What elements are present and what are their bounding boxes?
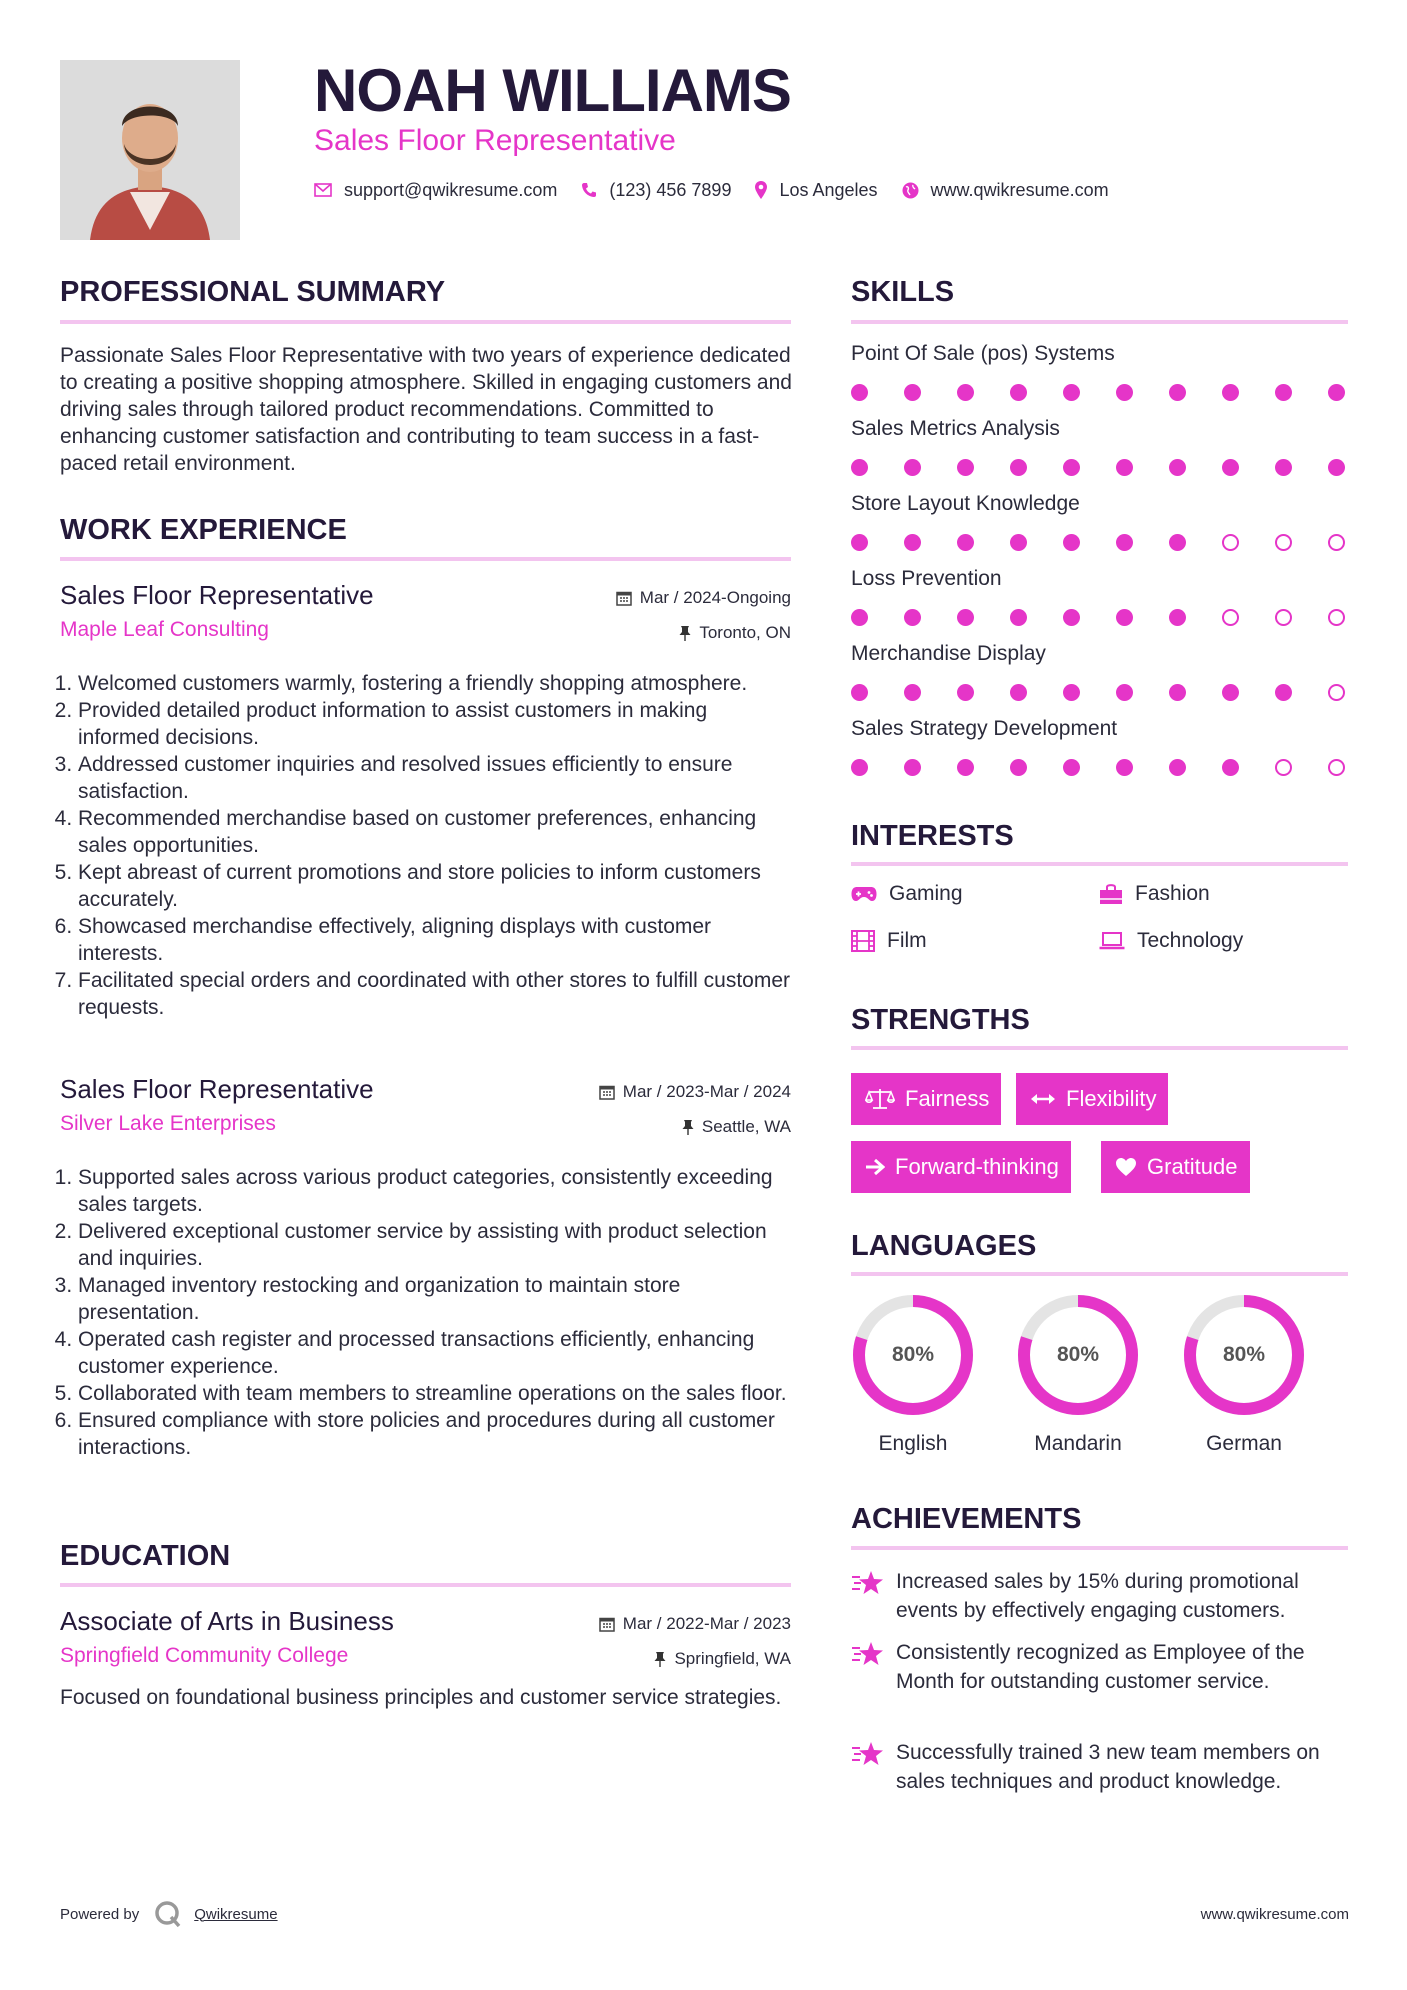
interest-label: Gaming: [889, 882, 963, 905]
skill-item: [851, 567, 1348, 629]
contact-phone-text: (123) 456 7899: [609, 179, 732, 200]
interest-technology: [1099, 929, 1243, 953]
language-item: [1182, 1293, 1306, 1456]
rating-dot-filled: [1063, 759, 1080, 776]
contact-email[interactable]: [314, 180, 557, 201]
rating-dot-filled: [904, 759, 921, 776]
strength-label: Gratitude: [1147, 1154, 1238, 1179]
interests-heading: INTERESTS: [851, 820, 1014, 852]
rating-dot-filled: [1010, 534, 1027, 551]
skill-name: Loss Prevention: [851, 567, 1002, 590]
interest-fashion: [1099, 882, 1210, 906]
skill-rating: [851, 682, 1348, 704]
strength-flexibility: [1016, 1073, 1168, 1125]
language-name: English: [878, 1432, 948, 1455]
powered-by-text: Powered by: [60, 1905, 140, 1923]
balance-scale-icon: [865, 1087, 895, 1111]
rating-dot-filled: [1222, 459, 1239, 476]
degree-title: Associate of Arts in Business: [60, 1606, 394, 1636]
job-date: [599, 1082, 791, 1102]
interest-label: Film: [887, 929, 927, 952]
interest-gaming: [851, 882, 963, 906]
star-icon: [851, 1740, 885, 1768]
map-pin-icon: [755, 181, 767, 199]
pushpin-icon: [679, 625, 691, 641]
skill-rating: [851, 382, 1348, 404]
rating-dot-filled: [851, 534, 868, 551]
star-icon: [851, 1569, 885, 1597]
strength-gratitude: [1101, 1141, 1250, 1193]
skill-name: Store Layout Knowledge: [851, 492, 1080, 515]
list-item: 2. Delivered exceptional customer service by assisting with product selection and inquiries.: [78, 1218, 791, 1272]
rating-dot-filled: [1010, 684, 1027, 701]
rating-dot-filled: [851, 609, 868, 626]
rating-dot-empty: [1328, 534, 1345, 551]
list-item: 6. Ensured compliance with store policies and procedures during all customer interactions.: [78, 1407, 791, 1461]
experience-heading: WORK EXPERIENCE: [60, 514, 347, 546]
summary-divider: [60, 320, 791, 324]
rating-dot-filled: [1063, 534, 1080, 551]
achievements-heading: ACHIEVEMENTS: [851, 1503, 1082, 1535]
education-date-text: Mar / 2022-Mar / 2023: [622, 1614, 791, 1633]
rating-dot-filled: [1275, 384, 1292, 401]
skills-heading: SKILLS: [851, 276, 955, 308]
list-item: 5. Collaborated with team members to streamline operations on the sales floor.: [78, 1380, 791, 1407]
calendar-icon: [616, 590, 632, 606]
education-date: [599, 1614, 791, 1634]
strength-label: Fairness: [905, 1086, 990, 1111]
list-item: 4. Recommended merchandise based on customer preferences, enhancing sales opportunities.: [78, 805, 791, 859]
rating-dot-filled: [1116, 384, 1133, 401]
list-item: 5. Kept abreast of current promotions and store policies to inform customers accurately.: [78, 859, 791, 913]
list-item: 3. Addressed customer inquiries and resolved issues efficiently to ensure satisfaction.: [78, 751, 791, 805]
strengths-heading: STRENGTHS: [851, 1004, 1030, 1036]
rating-dot-filled: [1116, 759, 1133, 776]
job-location: [679, 623, 791, 643]
education-entry: [60, 1606, 791, 1766]
rating-dot-filled: [1063, 459, 1080, 476]
education-divider: [60, 1583, 791, 1587]
laptop-icon: [1099, 932, 1125, 950]
skill-name: Sales Metrics Analysis: [851, 417, 1060, 440]
interest-label: Technology: [1137, 929, 1244, 952]
rating-dot-filled: [957, 459, 974, 476]
job-company: Silver Lake Enterprises: [60, 1112, 276, 1135]
achievement-text: Increased sales by 15% during promotional events by effectively engaging customers.: [896, 1570, 1299, 1622]
shopping-bag-icon: [1099, 883, 1123, 905]
list-item: 3. Managed inventory restocking and organization to maintain store presentation.: [78, 1272, 791, 1326]
strengths-divider: [851, 1046, 1348, 1050]
rating-dot-filled: [957, 684, 974, 701]
rating-dot-filled: [957, 534, 974, 551]
candidate-name: NOAH WILLIAMS: [314, 57, 791, 124]
rating-dot-filled: [1010, 384, 1027, 401]
strength-label: Forward-thinking: [895, 1154, 1059, 1179]
interest-film: [851, 929, 927, 953]
summary-text: Passionate Sales Floor Representative with two years of experience dedicated to creating a positive shopping atmosphere. Skilled in engaging customers and driving sales through tailored product recommendations. Committed to enhancing customer satisfaction and contributing to team success in a fast-paced retail environment.: [60, 344, 792, 475]
skill-name: Point Of Sale (pos) Systems: [851, 342, 1115, 365]
globe-icon: [902, 182, 919, 199]
school-name: Springfield Community College: [60, 1644, 349, 1667]
arrows-horizontal-icon: [1030, 1092, 1056, 1106]
rating-dot-empty: [1328, 684, 1345, 701]
rating-dot-filled: [1328, 384, 1345, 401]
achievement-item: [851, 1567, 1348, 1629]
summary-heading: PROFESSIONAL SUMMARY: [60, 276, 446, 308]
rating-dot-empty: [1275, 609, 1292, 626]
skill-name: Sales Strategy Development: [851, 717, 1118, 740]
language-percent: 80%: [891, 1343, 935, 1366]
calendar-icon: [599, 1616, 615, 1632]
skill-rating: [851, 607, 1348, 629]
rating-dot-filled: [1010, 459, 1027, 476]
rating-dot-filled: [1116, 534, 1133, 551]
skill-item: [851, 642, 1348, 704]
heart-icon: [1115, 1157, 1137, 1177]
achievement-item: [851, 1638, 1348, 1728]
rating-dot-filled: [1222, 384, 1239, 401]
job-responsibilities: [60, 1164, 791, 1461]
language-name: Mandarin: [1034, 1432, 1122, 1455]
rating-dot-filled: [1169, 684, 1186, 701]
job-title: Sales Floor Representative: [60, 580, 374, 610]
rating-dot-filled: [851, 459, 868, 476]
rating-dot-empty: [1328, 759, 1345, 776]
job-location-text: Toronto, ON: [699, 623, 791, 642]
job-company: Maple Leaf Consulting: [60, 618, 269, 641]
language-percent: 80%: [1222, 1343, 1266, 1366]
rating-dot-filled: [957, 384, 974, 401]
star-icon: [851, 1640, 885, 1668]
languages-divider: [851, 1272, 1348, 1276]
skill-name: Merchandise Display: [851, 642, 1046, 665]
list-item: 2. Provided detailed product information to assist customers in making informed decisions.: [78, 697, 791, 751]
rating-dot-filled: [1222, 759, 1239, 776]
rating-dot-filled: [1169, 609, 1186, 626]
rating-dot-filled: [1116, 684, 1133, 701]
skill-item: [851, 417, 1348, 479]
qwikresume-link[interactable]: Qwikresume: [194, 1905, 278, 1923]
skill-item: [851, 342, 1348, 404]
job-entry: [60, 1074, 791, 1494]
strength-forward-thinking: [851, 1141, 1071, 1193]
contact-bar: [314, 178, 1133, 202]
languages-heading: LANGUAGES: [851, 1230, 1037, 1262]
strength-fairness: [851, 1073, 1001, 1125]
contact-phone[interactable]: [581, 180, 731, 201]
interest-label: Fashion: [1135, 882, 1210, 905]
skill-rating: [851, 757, 1348, 779]
contact-email-text: support@qwikresume.com: [344, 179, 558, 200]
list-item: 4. Operated cash register and processed transactions efficiently, enhancing customer experience.: [78, 1326, 791, 1380]
rating-dot-filled: [1275, 459, 1292, 476]
rating-dot-filled: [1116, 459, 1133, 476]
contact-website[interactable]: [902, 180, 1109, 201]
pushpin-icon: [682, 1119, 694, 1135]
achievements-divider: [851, 1546, 1348, 1550]
rating-dot-filled: [1169, 384, 1186, 401]
rating-dot-filled: [1328, 459, 1345, 476]
rating-dot-filled: [1116, 609, 1133, 626]
pushpin-icon: [654, 1651, 666, 1667]
job-responsibilities: [60, 670, 791, 1021]
achievement-item: [851, 1738, 1348, 1828]
gamepad-icon: [851, 886, 877, 902]
skills-divider: [851, 320, 1348, 324]
rating-dot-filled: [1010, 609, 1027, 626]
rating-dot-filled: [1222, 684, 1239, 701]
language-item: [1016, 1293, 1140, 1456]
candidate-role: Sales Floor Representative: [314, 124, 676, 157]
job-entry: [60, 580, 791, 1040]
achievement-text: Consistently recognized as Employee of the Month for outstanding customer service.: [896, 1641, 1305, 1693]
rating-dot-empty: [1275, 759, 1292, 776]
rating-dot-filled: [1169, 459, 1186, 476]
qwikresume-logo-icon: [154, 1900, 182, 1928]
rating-dot-filled: [851, 384, 868, 401]
skill-item: [851, 717, 1348, 779]
contact-website-text: www.qwikresume.com: [930, 179, 1109, 200]
skill-item: [851, 492, 1348, 554]
rating-dot-filled: [904, 534, 921, 551]
list-item: 6. Showcased merchandise effectively, aligning displays with customer interests.: [78, 913, 791, 967]
job-title: Sales Floor Representative: [60, 1074, 374, 1104]
rating-dot-filled: [1169, 759, 1186, 776]
rating-dot-filled: [904, 684, 921, 701]
language-item: [851, 1293, 975, 1456]
list-item: 1. Welcomed customers warmly, fostering a friendly shopping atmosphere.: [78, 670, 791, 697]
achievement-text: Successfully trained 3 new team members on sales techniques and product knowledge.: [896, 1741, 1320, 1793]
rating-dot-filled: [957, 609, 974, 626]
footer-website[interactable]: www.qwikresume.com: [1200, 1906, 1349, 1923]
job-date-text: Mar / 2023-Mar / 2024: [622, 1082, 791, 1101]
experience-divider: [60, 557, 791, 561]
rating-dot-filled: [904, 384, 921, 401]
job-location-text: Seattle, WA: [701, 1117, 791, 1136]
rating-dot-filled: [904, 609, 921, 626]
education-location-text: Springfield, WA: [674, 1649, 791, 1668]
rating-dot-filled: [904, 459, 921, 476]
contact-location: [755, 180, 877, 201]
contact-location-text: Los Angeles: [779, 179, 878, 200]
skill-rating: [851, 457, 1348, 479]
rating-dot-filled: [1010, 759, 1027, 776]
envelope-icon: [314, 183, 332, 197]
rating-dot-empty: [1222, 534, 1239, 551]
language-percent: 80%: [1056, 1343, 1100, 1366]
phone-icon: [581, 182, 597, 198]
strength-label: Flexibility: [1066, 1086, 1157, 1111]
job-location: [682, 1117, 791, 1137]
footer-powered-by: [60, 1900, 278, 1928]
film-icon: [851, 930, 875, 952]
education-location: [654, 1649, 791, 1669]
rating-dot-filled: [1275, 684, 1292, 701]
job-date-text: Mar / 2024-Ongoing: [639, 588, 791, 607]
rating-dot-filled: [1169, 534, 1186, 551]
job-date: [616, 588, 791, 608]
rating-dot-filled: [957, 759, 974, 776]
list-item: 7. Facilitated special orders and coordinated with other stores to fulfill customer requests.: [78, 967, 791, 1021]
rating-dot-filled: [851, 684, 868, 701]
interests-divider: [851, 862, 1348, 866]
skill-rating: [851, 532, 1348, 554]
rating-dot-empty: [1328, 609, 1345, 626]
education-description: Focused on foundational business principles and customer service strategies.: [60, 1686, 782, 1709]
rating-dot-filled: [1063, 684, 1080, 701]
rating-dot-filled: [1063, 609, 1080, 626]
rating-dot-filled: [1063, 384, 1080, 401]
profile-photo: [60, 60, 240, 240]
rating-dot-filled: [851, 759, 868, 776]
language-name: German: [1206, 1432, 1282, 1455]
list-item: 1. Supported sales across various product categories, consistently exceeding sales targets.: [78, 1164, 791, 1218]
rating-dot-empty: [1275, 534, 1292, 551]
arrow-right-icon: [865, 1158, 885, 1176]
education-heading: EDUCATION: [60, 1540, 231, 1572]
rating-dot-empty: [1222, 609, 1239, 626]
calendar-icon: [599, 1084, 615, 1100]
